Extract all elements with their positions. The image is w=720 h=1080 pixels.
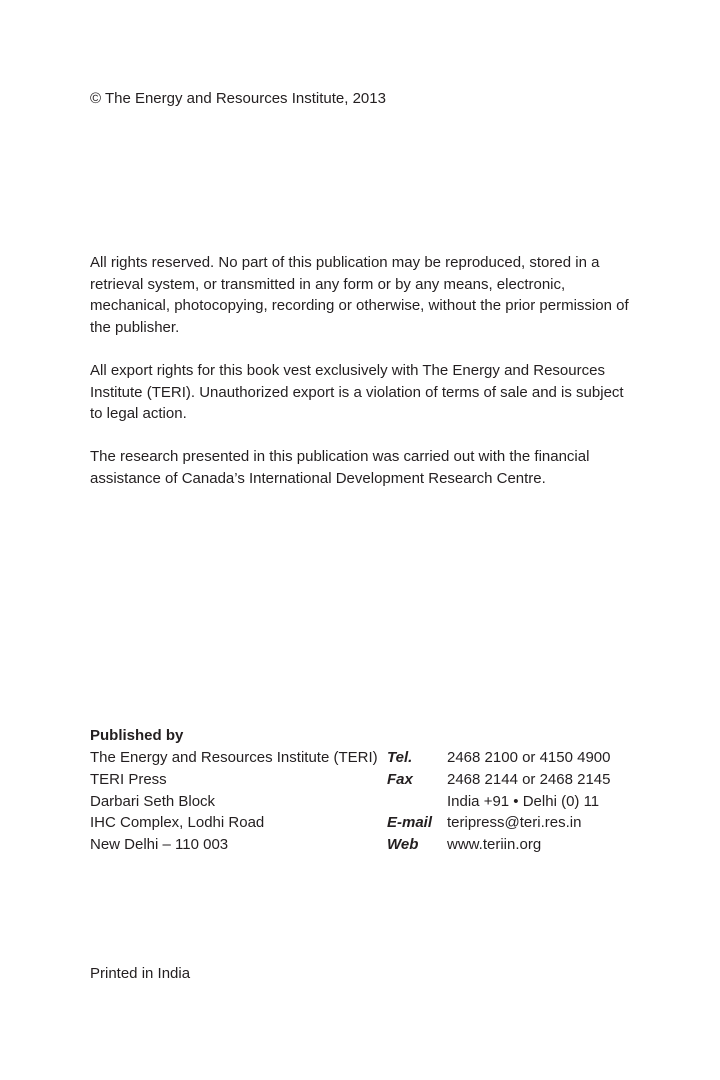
rights-reserved-paragraph: All rights reserved. No part of this publication may be reproduced, stored in a retrieval system, or transmitted in any form or by any means, electronic, mechanical, photocopying, recording or otherwise, without the prior permission of the publisher. <box>90 254 629 336</box>
printed-in-notice: Printed in India <box>90 965 191 982</box>
export-rights-paragraph: All export rights for this book vest exclusively with The Energy and Resources Institute (TERI). Unauthorized export is a violation of terms of sale and is subject to legal action. <box>90 362 624 423</box>
publisher-name: The Energy and Resources Institute (TERI) <box>90 749 378 766</box>
publisher-street: IHC Complex, Lodhi Road <box>90 814 265 831</box>
tel-label: Tel. <box>387 749 413 766</box>
web-value: www.teriin.org <box>447 836 542 853</box>
email-label: E-mail <box>387 814 433 831</box>
fax-label: Fax <box>387 771 413 788</box>
web-label: Web <box>387 836 419 853</box>
research-funding-paragraph: The research presented in this publication was carried out with the financial assistance of Canada’s International Development Research Centre. <box>90 448 590 487</box>
published-by-heading: Published by <box>90 727 184 744</box>
tel-value: 2468 2100 or 4150 4900 <box>447 749 611 766</box>
fax-value: 2468 2144 or 2468 2145 <box>447 771 611 788</box>
publisher-press: TERI Press <box>90 771 167 788</box>
dialing-code-value: India +91 • Delhi (0) 11 <box>447 793 600 810</box>
email-value: teripress@teri.res.in <box>447 814 582 831</box>
copyright-notice: © The Energy and Resources Institute, 2013 <box>90 90 386 107</box>
publisher-city: New Delhi – 110 003 <box>90 836 229 853</box>
publisher-block: Darbari Seth Block <box>90 793 216 810</box>
